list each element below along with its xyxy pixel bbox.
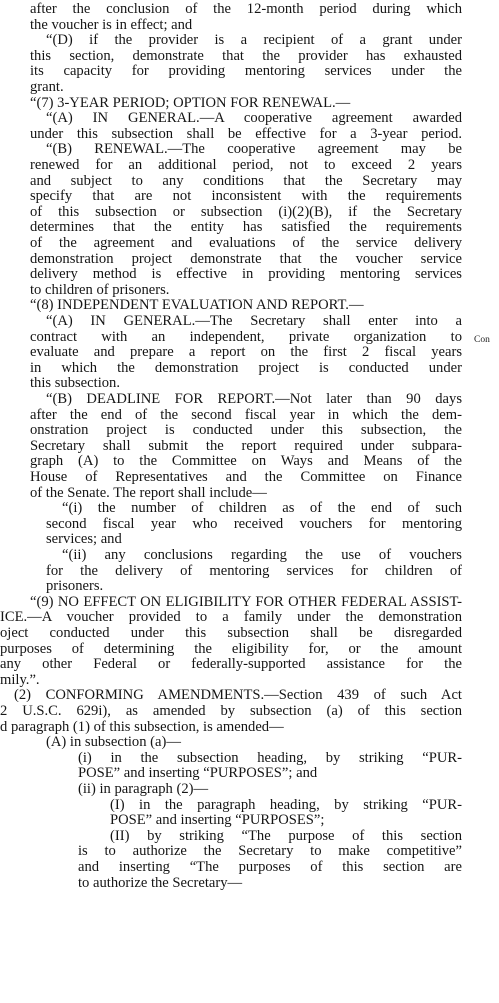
text-line: the voucher is in effect; and [30, 16, 193, 33]
text-line: after the end of the second fiscal year in which the dem- [30, 407, 462, 422]
text-line: determines that the entity has satisfied the requirements [30, 220, 462, 235]
text-line: after the conclusion of the 12-month period during which [30, 2, 462, 16]
text-line: “(A) IN GENERAL.—A cooperative agreement awarded [46, 111, 462, 126]
text-line: (A) in subsection (a)— [46, 734, 181, 751]
text-line: “(D) if the provider is a recipient of a grant under [46, 33, 462, 48]
text-line: to authorize the Secretary— [78, 874, 243, 891]
text-line: demonstration project demonstrate that the voucher service [30, 251, 462, 266]
text-line: of the agreement and evaluations of the service delivery [30, 236, 462, 250]
text-line: services; and [46, 531, 122, 548]
text-line: any other Federal or federally-supported assistance for the [0, 657, 462, 672]
text-line: “(ii) any conclusions regarding the use of vouchers [62, 548, 462, 562]
text-line: for the delivery of mentoring services for children of [46, 563, 462, 578]
text-line: POSE” and inserting “PURPOSES”; and [78, 765, 318, 782]
text-line: of the Senate. The report shall include— [30, 484, 267, 501]
text-line: delivery method is effective in providing mentoring services [30, 267, 462, 282]
text-line: and inserting “The purposes of this section are [78, 860, 462, 874]
text-line: to children of prisoners. [30, 281, 170, 298]
text-line: graph (A) to the Committee on Ways and Means of the [30, 454, 462, 469]
text-line: prisoners. [46, 578, 104, 595]
text-line: “(A) IN GENERAL.—The Secretary shall enter into a [46, 314, 462, 328]
text-line: (2) CONFORMING AMENDMENTS.—Section 439 of such Act [14, 688, 462, 703]
text-line: grant. [30, 79, 64, 95]
text-line: “(7) 3-YEAR PERIOD; OPTION FOR RENEWAL.— [30, 94, 351, 111]
text-line: under this subsection shall be effective for a 3-year period. [30, 126, 462, 141]
text-line: “(8) INDEPENDENT EVALUATION AND REPORT.— [30, 297, 364, 314]
text-line: is to authorize the Secretary to make competitive” [78, 844, 462, 859]
text-line: (I) in the paragraph heading, by striking “PUR- [110, 797, 462, 812]
text-line: “(9) NO EFFECT ON ELIGIBILITY FOR OTHER FEDERAL ASSIST- [30, 594, 462, 609]
text-line: (II) by striking “The purpose of this section [110, 828, 462, 843]
text-line: this section, demonstrate that the provider has exhausted [30, 48, 462, 63]
text-line: onstration project is conducted under this subsection, the [30, 423, 462, 438]
text-line: (i) in the subsection heading, by striking “PUR- [78, 750, 462, 765]
text-line: and subject to any conditions that the Secretary may [30, 173, 462, 188]
text-line: in which the demonstration project is conducted under [30, 360, 462, 375]
text-line: contract with an independent, private organization to [30, 329, 462, 344]
text-line: renewed for an additional period, not to exceed 2 years [30, 158, 462, 172]
text-line: House of Representatives and the Committee on Finance [30, 470, 462, 484]
text-line: ICE.—A voucher provided to a family under the demonstration [0, 610, 462, 625]
text-line: “(i) the number of children as of the end of such [62, 501, 462, 516]
text-line: “(B) RENEWAL.—The cooperative agreement may be [46, 142, 462, 157]
text-line: Secretary shall submit the report required under subpara- [30, 438, 462, 453]
text-line: (ii) in paragraph (2)— [78, 781, 209, 797]
text-line: evaluate and prepare a report on the first 2 fiscal years [30, 345, 462, 360]
text-line: of this subsection or subsection (i)(2)(B), if the Secretary [30, 204, 462, 219]
text-line: “(B) DEADLINE FOR REPORT.—Not later than 90 days [46, 392, 462, 406]
text-line: purposes of determining the eligibility for, or the amount [0, 641, 462, 656]
text-line: oject conducted under this subsection shall be disregarded [0, 626, 462, 640]
text-line: this subsection. [30, 375, 120, 392]
text-line: POSE” and inserting “PURPOSES”; [110, 812, 325, 829]
text-line: its capacity for providing mentoring services under the [30, 64, 462, 79]
margin-note: Con [474, 335, 490, 345]
text-line: d paragraph (1) of this subsection, is amended— [0, 718, 284, 735]
text-line: specify that are not inconsistent with the requirements [30, 189, 462, 204]
text-line: mily.”. [0, 671, 40, 688]
text-line: second fiscal year who received vouchers for mentoring [46, 516, 462, 531]
text-line: 2 U.S.C. 629i), as amended by subsection (a) of this section [0, 704, 462, 718]
